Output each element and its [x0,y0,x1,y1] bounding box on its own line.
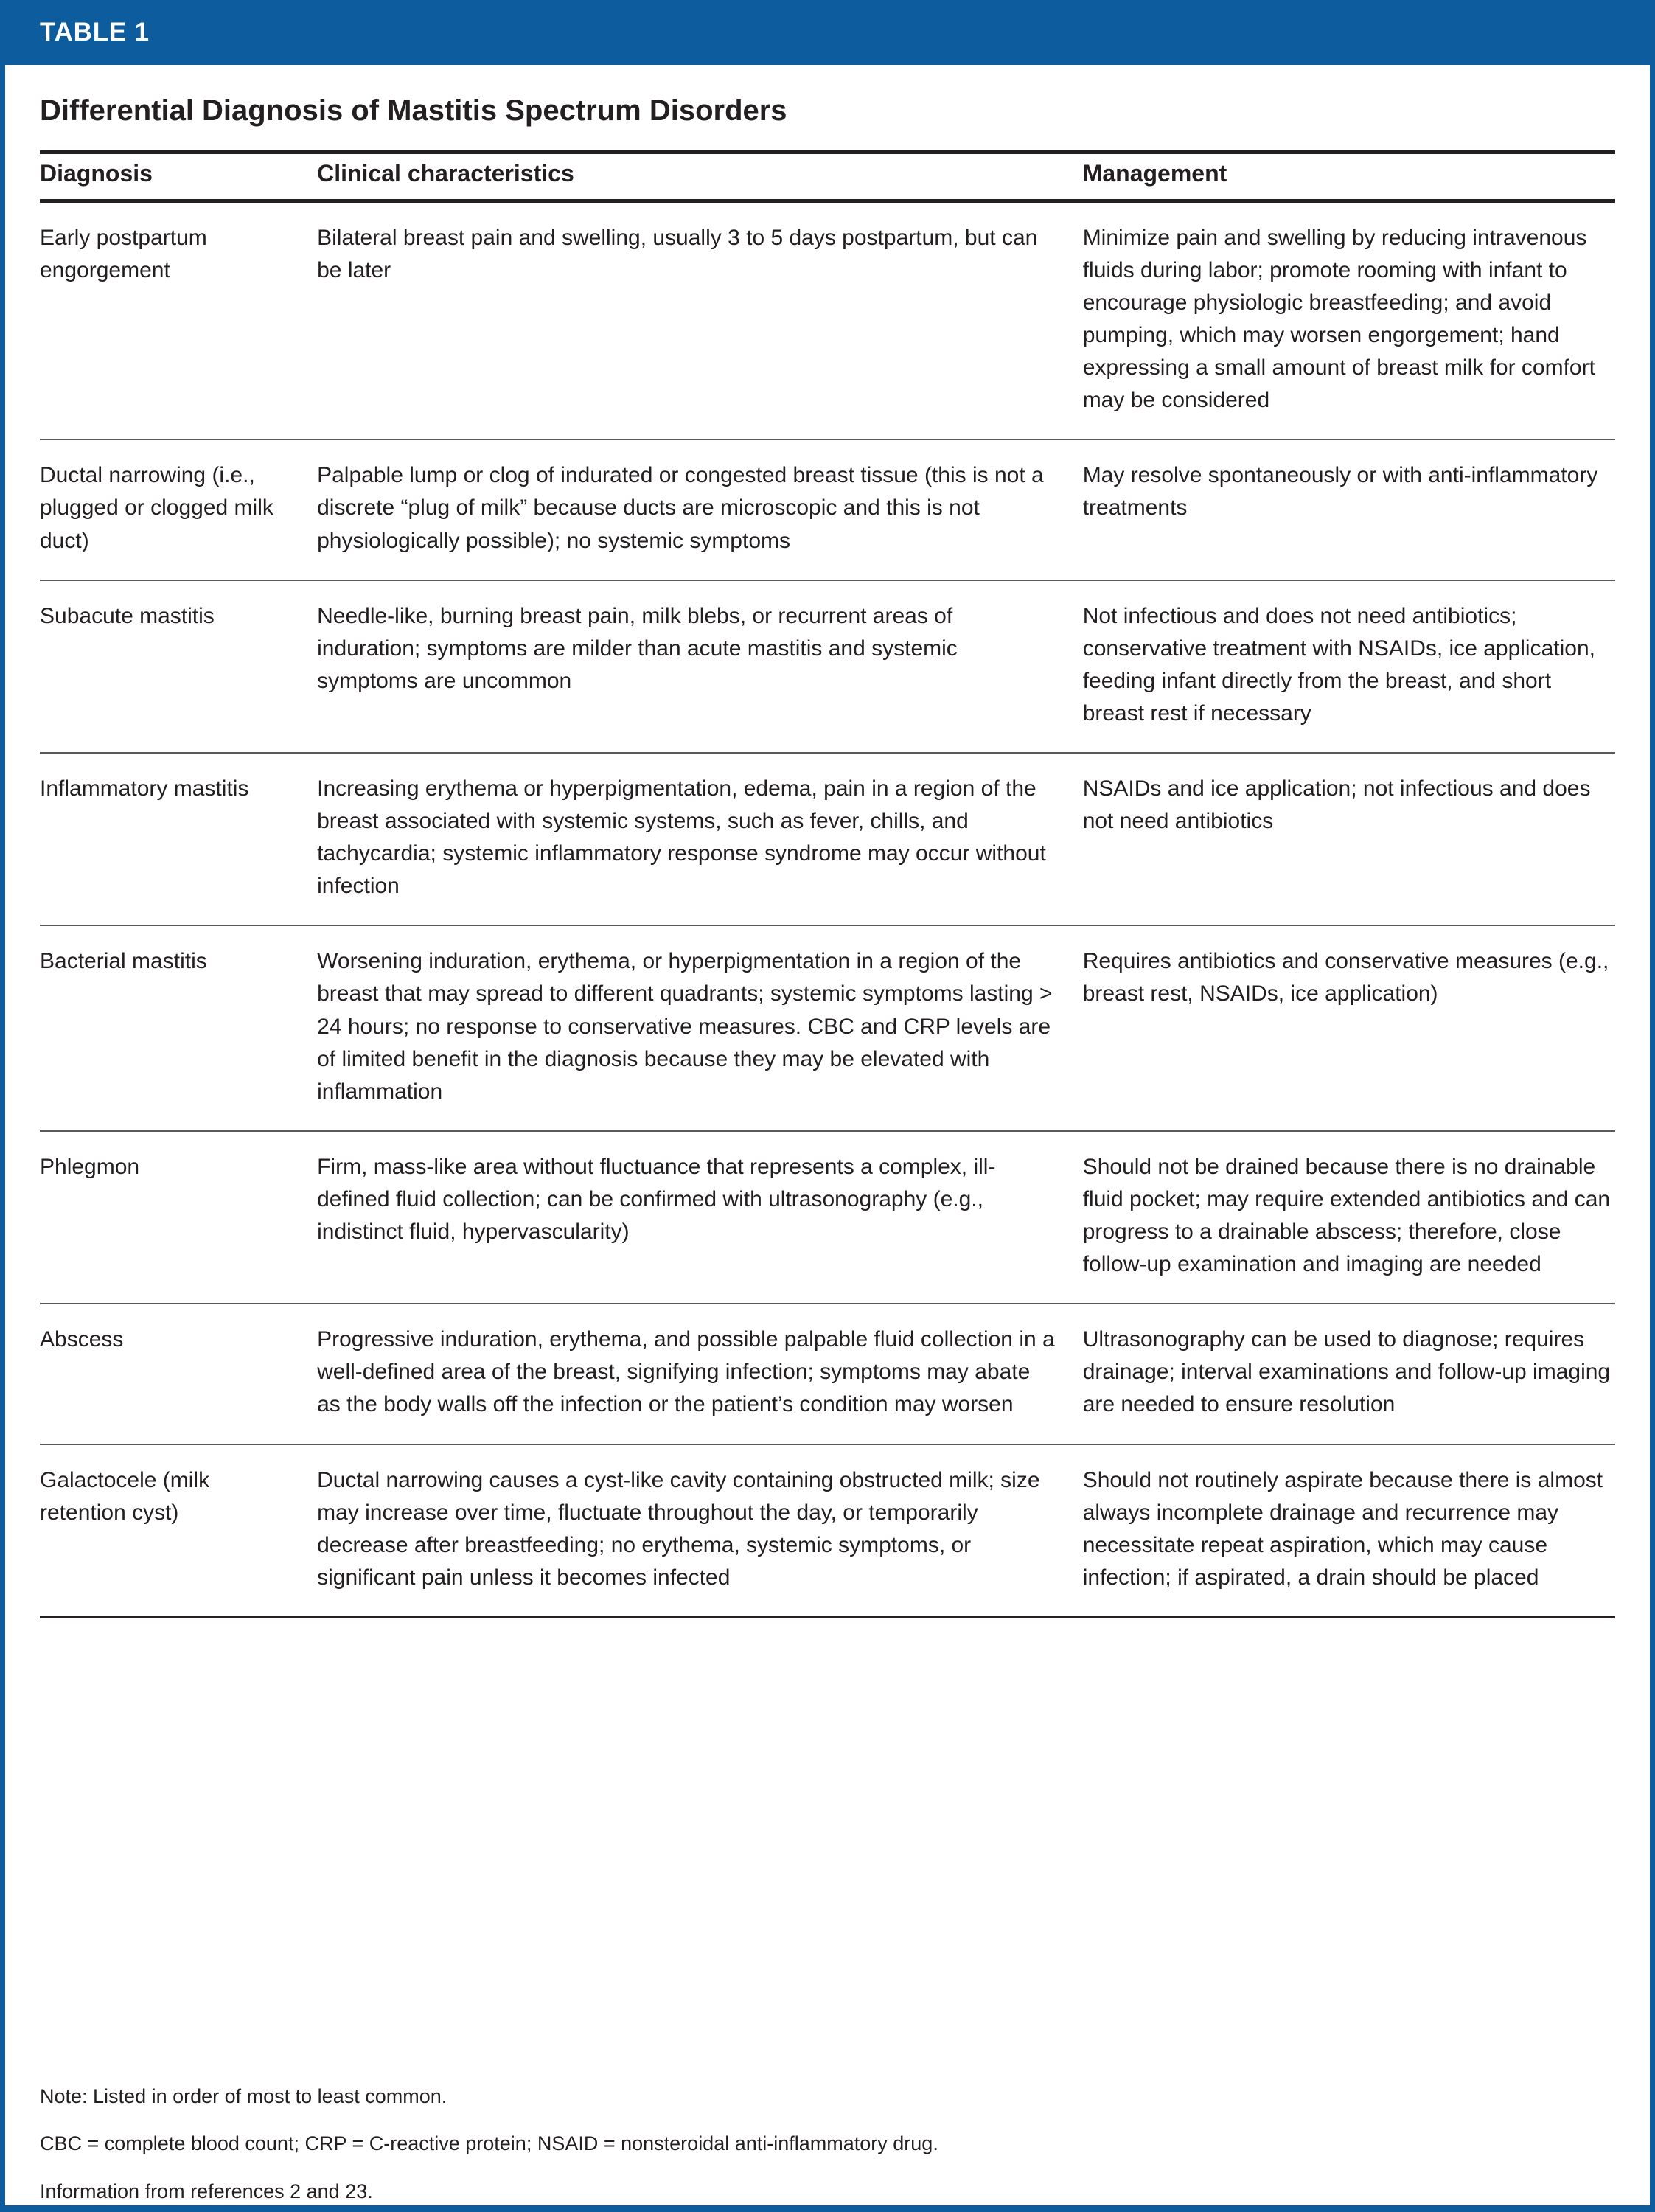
cell-diagnosis: Phlegmon [40,1131,317,1304]
cell-diagnosis: Galactocele (milk retention cyst) [40,1444,317,1618]
table-header-row [40,152,1615,201]
cell-diagnosis: Ductal narrowing (i.e., plugged or clogged milk duct) [40,439,317,580]
table-row [40,925,1615,1130]
footnote-source: Information from references 2 and 23. [40,2180,373,2202]
table-row [40,580,1615,753]
cell-management: Ultrasonography can be used to diagnose; requires drainage; interval examinations and follow-up imaging are needed to ensure resolution [1083,1304,1615,1444]
differential-diagnosis-table [40,150,1615,1618]
cell-management: May resolve spontaneously or with anti-inflammatory treatments [1083,439,1615,580]
column-header-diagnosis: Diagnosis [40,152,317,201]
cell-diagnosis: Bacterial mastitis [40,925,317,1130]
cell-diagnosis: Subacute mastitis [40,580,317,753]
cell-management: NSAIDs and ice application; not infectious and does not need antibiotics [1083,753,1615,925]
cell-clinical-characteristics: Palpable lump or clog of indurated or congested breast tissue (this is not a discrete “plug of milk” because ducts are microscopic and this is not physiologically possible); no systemic symptoms [317,439,1083,580]
table-title-container [5,65,1650,128]
cell-management: Should not be drained because there is no drainable fluid pocket; may require extended antibiotics and can progress to a drainable abscess; therefore, close follow-up examination and imaging are needed [1083,1131,1615,1304]
table-grid-container [5,128,1650,2063]
cell-management: Not infectious and does not need antibiotics; conservative treatment with NSAIDs, ice application, feeding infant directly from the breast, and short breast rest if necessary [1083,580,1615,753]
cell-management: Minimize pain and swelling by reducing intravenous fluids during labor; promote rooming with infant to encourage physiologic breastfeeding; and avoid pumping, which may worsen engorgement; hand expressing a small amount of breast milk for comfort may be considered [1083,201,1615,439]
table-header [40,152,1615,201]
cell-diagnosis: Early postpartum engorgement [40,201,317,439]
footnote-note: Note: Listed in order of most to least common. [40,2085,447,2108]
cell-clinical-characteristics: Needle-like, burning breast pain, milk blebs, or recurrent areas of induration; symptoms are milder than acute mastitis and systemic symptoms are uncommon [317,580,1083,753]
page-title: Differential Diagnosis of Mastitis Spectrum Disorders [40,94,787,127]
cell-clinical-characteristics: Increasing erythema or hyperpigmentation, edema, pain in a region of the breast associated with systemic systems, such as fever, chills, and tachycardia; systemic inflammatory response syndrome may occur without infection [317,753,1083,925]
table-row [40,753,1615,925]
table-row [40,1131,1615,1304]
table-footnotes [5,2063,1650,2205]
table-row [40,201,1615,439]
cell-management: Requires antibiotics and conservative measures (e.g., breast rest, NSAIDs, ice application) [1083,925,1615,1130]
cell-diagnosis: Inflammatory mastitis [40,753,317,925]
footnote-abbreviations: CBC = complete blood count; CRP = C-reactive protein; NSAID = nonsteroidal anti-inflammatory drug. [40,2132,938,2155]
table-row [40,1304,1615,1444]
column-header-management: Management [1083,152,1615,201]
table-number-label: TABLE 1 [40,18,150,46]
cell-clinical-characteristics: Progressive induration, erythema, and possible palpable fluid collection in a well-defined area of the breast, signifying infection; symptoms may abate as the body walls off the infection or the patient’s condition may worsen [317,1304,1083,1444]
cell-diagnosis: Abscess [40,1304,317,1444]
column-header-clinical-characteristics: Clinical characteristics [317,152,1083,201]
table-banner [5,0,1650,65]
cell-clinical-characteristics: Firm, mass-like area without fluctuance that represents a complex, ill-defined fluid collection; can be confirmed with ultrasonography (e.g., indistinct fluid, hypervascularity) [317,1131,1083,1304]
cell-clinical-characteristics: Ductal narrowing causes a cyst-like cavity containing obstructed milk; size may increase over time, fluctuate throughout the day, or temporarily decrease after breastfeeding; no erythema, systemic symptoms, or significant pain unless it becomes infected [317,1444,1083,1618]
table-row [40,439,1615,580]
table-row [40,1444,1615,1618]
cell-management: Should not routinely aspirate because there is almost always incomplete drainage and recurrence may necessitate repeat aspiration, which may cause infection; if aspirated, a drain should be placed [1083,1444,1615,1618]
table-body [40,201,1615,1617]
cell-clinical-characteristics: Worsening induration, erythema, or hyperpigmentation in a region of the breast that may spread to different quadrants; systemic symptoms lasting > 24 hours; no response to conservative measures. CBC and CRP levels are of limited benefit in the diagnosis because they may be elevated with inflammation [317,925,1083,1130]
cell-clinical-characteristics: Bilateral breast pain and swelling, usually 3 to 5 days postpartum, but can be later [317,201,1083,439]
